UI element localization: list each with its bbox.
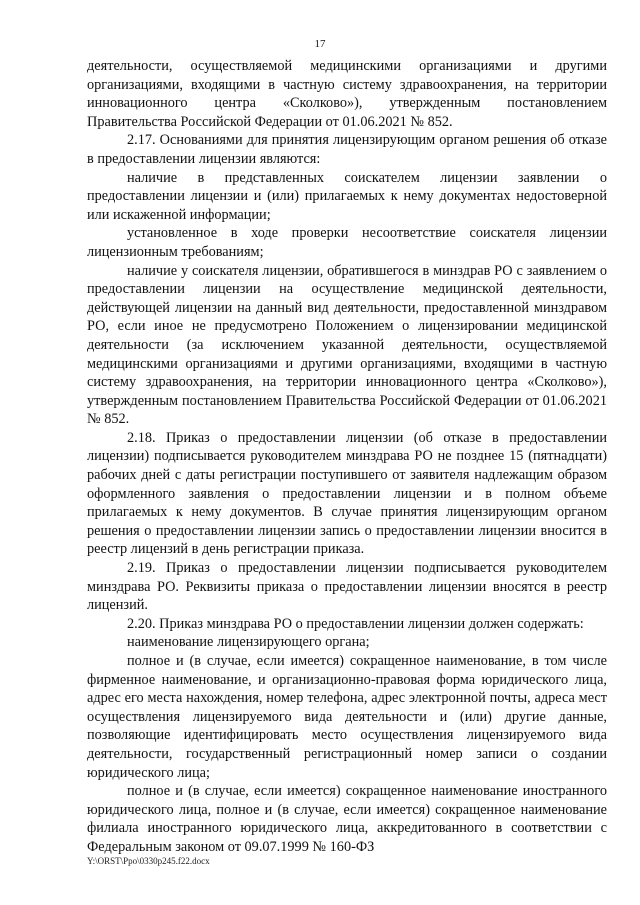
page-number: 17 bbox=[314, 38, 326, 50]
paragraph-ground-noncompliance: установленное в ходе проверки несоответствие соискателя лицензии лицензионным требованиям; bbox=[87, 225, 607, 260]
file-path-footer: Y:\ORST\Ppo\0330p245.f22.docx bbox=[87, 856, 210, 866]
paragraph-2-17: 2.17. Основаниями для принятия лицензирующим органом решения об отказе в предоставлении лицензии являются: bbox=[87, 132, 607, 167]
paragraph-2-20: 2.20. Приказ минздрава РО о предоставлении лицензии должен содержать: bbox=[127, 615, 584, 632]
paragraph-continuation: деятельности, осуществляемой медицинскими организациями и другими организациями, входящими в частную систему здравоохранения, на территории инновационного центра «Сколково»), утвержденным постановлением Правительства Российской Федерации от 01.06.2021 № 852. bbox=[87, 58, 607, 130]
paragraph-2-19: 2.19. Приказ о предоставлении лицензии подписывается руководителем минздрава РО. Реквизиты приказа о предоставлении лицензии вносятся в реестр лицензий. bbox=[87, 560, 607, 614]
paragraph-foreign-entity-details: полное и (в случае, если имеется) сокращенное наименование иностранного юридического лица, полное и (в случае, если имеется) сокращенное наименование филиала иностранного юридического лица, аккредитованного в соответствии с Федеральным законом от 09.07.1999 № 160-ФЗ bbox=[87, 783, 607, 855]
paragraph-ground-existing-license: наличие у соискателя лицензии, обратившегося в минздрав РО с заявлением о предоставлении лицензии на осуществление медицинской деятельности, действующей лицензии на данный вид деятельности, предоставленной минздравом РО, если иное не предусмотрено Положением о лицензировании медицинской деятельности (за исключением указанной деятельности, осуществляемой медицинскими организациями и другими организациями, входящими в частную систему здравоохранения, на территории инновационного центра «Сколково»), утвержденным постановлением Правительства Российской Федерации от 01.06.2021 № 852. bbox=[87, 262, 607, 428]
document-body bbox=[87, 57, 607, 857]
paragraph-licensing-body-name: наименование лицензирующего органа; bbox=[127, 634, 370, 651]
paragraph-legal-entity-details: полное и (в случае, если имеется) сокращенное наименование, в том числе фирменное наименование, и организационно-правовая форма юридического лица, адрес его места нахождения, номер телефона, адрес электронной почты, адреса мест осуществления лицензируемого вида деятельности и (или) другие данные, позволяющие идентифицировать место осуществления лицензируемого вида деятельности, государственный регистрационный номер записи о создании юридического лица; bbox=[87, 653, 607, 781]
paragraph-2-18: 2.18. Приказ о предоставлении лицензии (об отказе в предоставлении лицензии) подписывается руководителем минздрава РО не позднее 15 (пятнадцати) рабочих дней с даты регистрации поступившего от заявителя надлежащим образом оформленного заявления о предоставлении лицензии и в полном объеме прилагаемых к нему документов. В случае принятия лицензирующим органом решения о предоставлении лицензии запись о предоставлении лицензии вносится в реестр лицензий в день регистрации приказа. bbox=[87, 429, 607, 558]
paragraph-ground-false-info: наличие в представленных соискателем лицензии заявлении о предоставлении лицензии и (или) прилагаемых к нему документах недостоверной или искаженной информации; bbox=[87, 169, 607, 223]
